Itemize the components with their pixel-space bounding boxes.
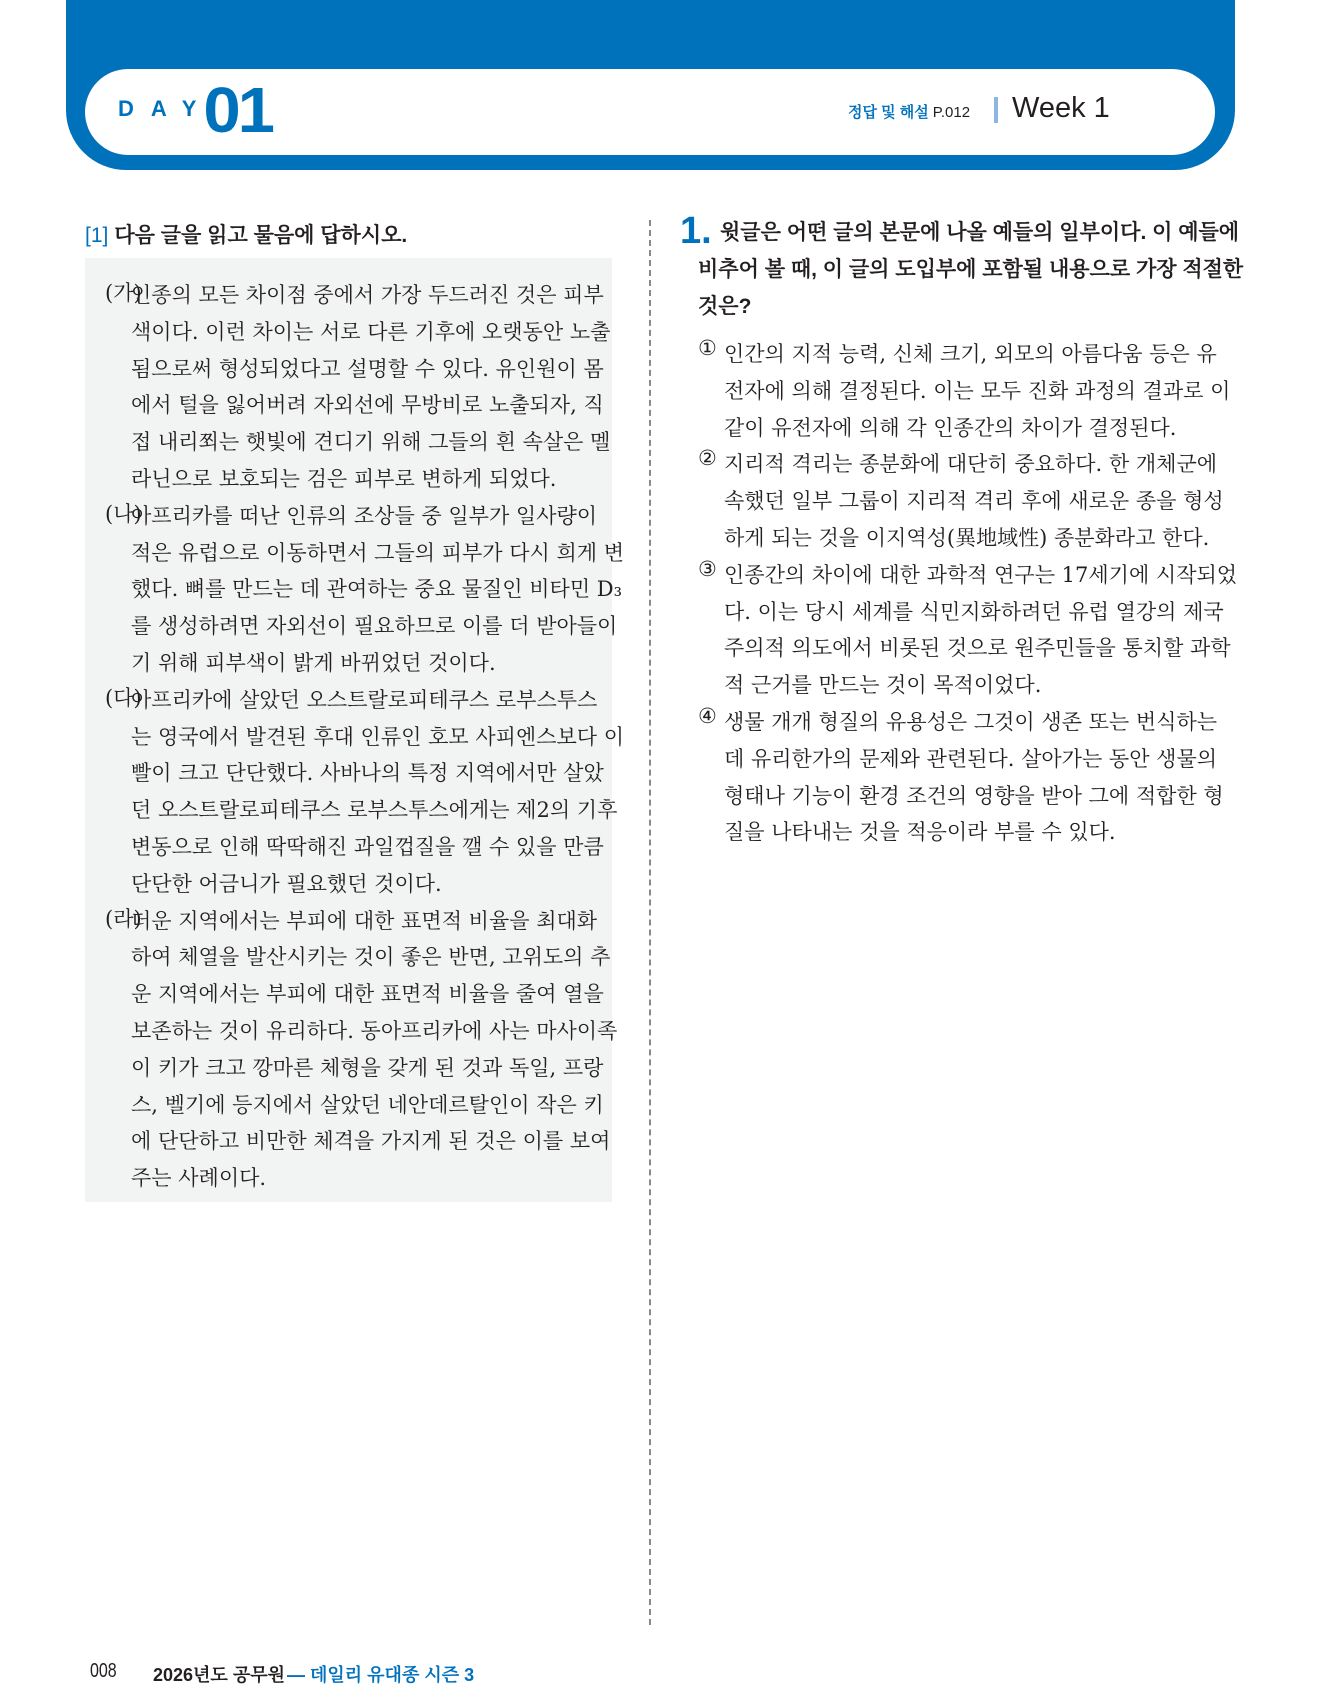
option-marker: ①	[698, 336, 717, 360]
question-line: 것은?	[698, 295, 752, 318]
passage-line: 운 지역에서는 부피에 대한 표면적 비율을 줄여 열을	[131, 982, 604, 1007]
passage-line: 됨으로써 형성되었다고 설명할 수 있다. 유인원이 몸	[131, 356, 604, 381]
passage-line: 보존하는 것이 유리하다. 동아프리카에 사는 마사이족	[131, 1018, 618, 1043]
footer-title: 2026년도 공무원	[153, 1665, 285, 1685]
footer-series: — 데일리 유대종 시즌 3	[287, 1665, 475, 1685]
option-marker: ④	[698, 704, 717, 728]
header-divider	[994, 97, 998, 123]
option-1[interactable]	[698, 336, 1231, 446]
passage-label: (가)	[105, 281, 142, 305]
passage-line: 에서 털을 잃어버려 자외선에 무방비로 노출되자, 직	[131, 393, 604, 418]
passage-line: 접 내리쬐는 햇빛에 견디기 위해 그들의 흰 속살은 멜	[131, 430, 611, 455]
week-label: Week 1	[1012, 92, 1110, 124]
passage-line: 변동으로 인해 딱딱해진 과일껍질을 깰 수 있을 만큼	[131, 834, 604, 859]
question-line: 비추어 볼 때, 이 글의 도입부에 포함될 내용으로 가장 적절한	[698, 258, 1244, 281]
option-line: 하게 되는 것을 이지역성(異地域性) 종분화라고 한다.	[724, 525, 1210, 550]
column-divider	[649, 220, 651, 1625]
passage-label: (라)	[105, 906, 142, 931]
passage-line: 하여 체열을 발산시키는 것이 좋은 반면, 고위도의 추	[131, 945, 611, 970]
passage	[105, 903, 618, 1197]
option-line: 데 유리한가의 문제와 관련된다. 살아가는 동안 생물의	[724, 746, 1218, 771]
option-line: 주의적 의도에서 비롯된 것으로 원주민들을 통치할 과학	[724, 636, 1231, 661]
section-number: [1]	[85, 224, 109, 247]
option-2[interactable]	[698, 446, 1224, 556]
option-line: 인종간의 차이에 대한 과학적 연구는 17세기에 시작되었	[724, 562, 1238, 587]
passage-line: 던 오스트랄로피테쿠스 로부스투스에게는 제2의 기후	[131, 798, 618, 823]
option-line: 생물 개개 형질의 유용성은 그것이 생존 또는 번식하는	[724, 710, 1218, 734]
passage-line: 색이다. 이런 차이는 서로 다른 기후에 오랫동안 노출	[131, 319, 611, 344]
answer-page: P.012	[932, 104, 971, 121]
question-number: 1.	[680, 210, 712, 252]
passage-line: 기 위해 피부색이 밝게 바뀌었던 것이다.	[131, 650, 496, 675]
option-line: 형태나 기능이 환경 조건의 영향을 받아 그에 적합한 형	[724, 783, 1224, 808]
passage-line: 적은 유럽으로 이동하면서 그들의 피부가 다시 희게 변	[131, 540, 625, 565]
option-4[interactable]	[698, 704, 1224, 851]
option-3[interactable]	[698, 556, 1238, 704]
option-line: 같이 유전자에 의해 각 인종간의 차이가 결정된다.	[724, 415, 1177, 440]
passage-line: 스, 벨기에 등지에서 살았던 네안데르탈인이 작은 키	[131, 1092, 604, 1117]
option-line: 질을 나타내는 것을 적응이라 부를 수 있다.	[724, 820, 1116, 845]
passage-line: 빨이 크고 단단했다. 사바나의 특정 지역에서만 살았	[131, 761, 604, 786]
passage-line: 라닌으로 보호되는 검은 피부로 변하게 되었다.	[131, 466, 557, 491]
passage-line: 아프리카에 살았던 오스트랄로피테쿠스 로부스투스	[131, 687, 598, 712]
passage-line: 단단한 어금니가 필요했던 것이다.	[131, 871, 442, 896]
option-line: 속했던 일부 그룹이 지리적 격리 후에 새로운 종을 형성	[724, 489, 1224, 514]
passage-line: 를 생성하려면 자외선이 필요하므로 이를 더 받아들이	[131, 614, 618, 639]
passage	[105, 498, 625, 682]
day-label: DAY	[118, 96, 214, 121]
option-line: 인간의 지적 능력, 신체 크기, 외모의 아름다움 등은 유	[724, 342, 1217, 366]
passage	[105, 277, 611, 498]
passage-line: 아프리카를 떠난 인류의 조상들 중 일부가 일사량이	[131, 503, 598, 528]
option-marker: ②	[698, 446, 717, 471]
passage-line: 인종의 모든 차이점 중에서 가장 두드러진 것은 피부	[131, 283, 604, 307]
section-instruction: 다음 글을 읽고 물음에 답하시오.	[114, 224, 408, 247]
option-line: 전자에 의해 결정된다. 이는 모두 진화 과정의 결과로 이	[724, 378, 1231, 403]
passage-line: 는 영국에서 발견된 후대 인류인 호모 사피엔스보다 이	[131, 724, 625, 749]
passage-line: 했다. 뼈를 만드는 데 관여하는 중요 물질인 비타민 D₃	[131, 577, 623, 602]
option-marker: ③	[698, 556, 717, 581]
option-line: 다. 이는 당시 세계를 식민지화하려던 유럽 열강의 제국	[724, 599, 1224, 624]
passage-line: 이 키가 크고 깡마른 체형을 갖게 된 것과 독일, 프랑	[131, 1055, 604, 1080]
passage-label: (나)	[105, 501, 142, 526]
passage-label: (다)	[105, 685, 142, 710]
question-line: 윗글은 어떤 글의 본문에 나올 예들의 일부이다. 이 예들에	[720, 221, 1240, 244]
option-line: 지리적 격리는 종분화에 대단히 중요하다. 한 개체군에	[724, 452, 1218, 477]
answer-label: 정답 및 해설	[848, 104, 929, 121]
passage-line: 주는 사례이다.	[131, 1166, 267, 1191]
section-title	[85, 219, 407, 249]
answer-reference	[848, 101, 970, 122]
page-number: 008	[90, 1660, 117, 1682]
question-text	[698, 214, 1244, 325]
day-number: 01	[203, 74, 272, 146]
passage	[105, 682, 625, 903]
option-line: 적 근거를 만드는 것이 목적이었다.	[724, 673, 1042, 698]
passage-line: 더운 지역에서는 부피에 대한 표면적 비율을 최대화	[131, 908, 598, 933]
passage-line: 에 단단하고 비만한 체격을 가지게 된 것은 이를 보여	[131, 1129, 611, 1154]
